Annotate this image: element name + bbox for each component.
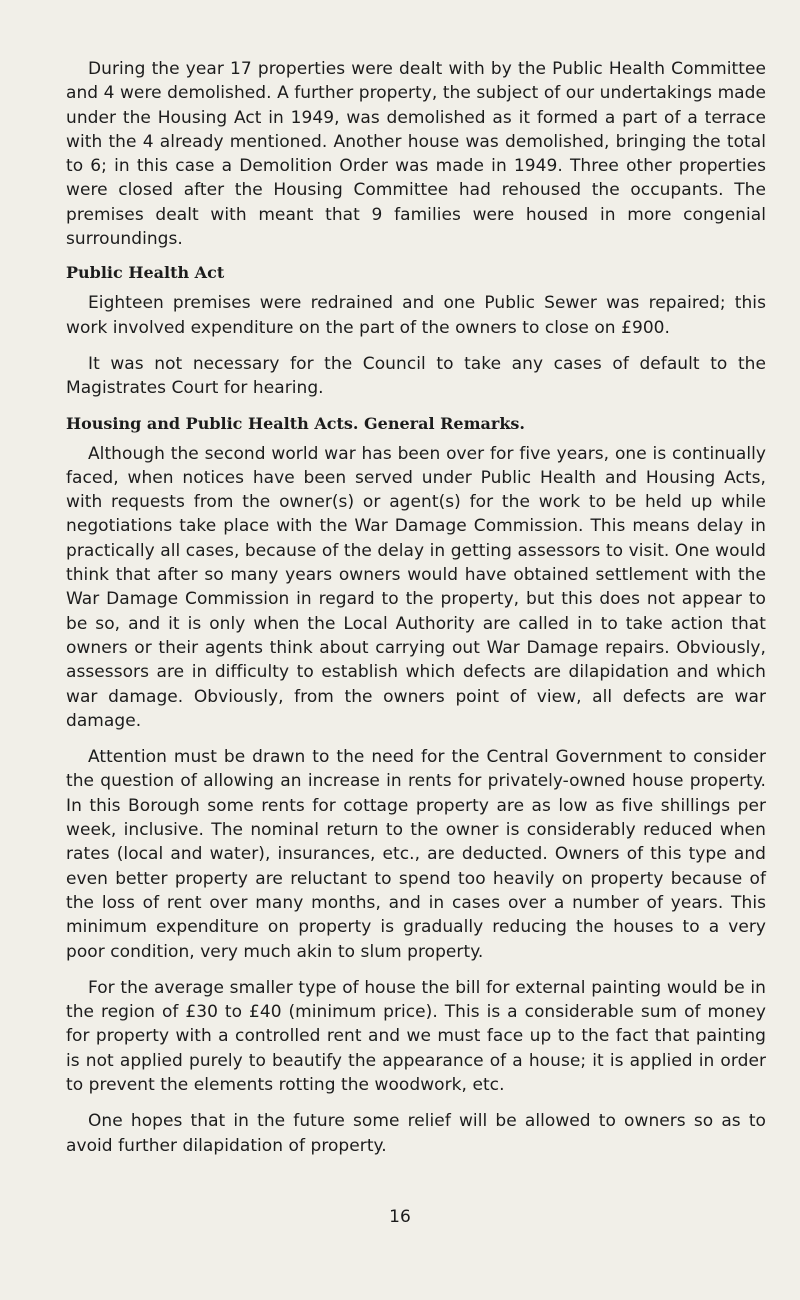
heading-general-remarks: Housing and Public Health Acts. General Remarks. [66, 413, 525, 433]
paragraph-redrained-premises: Eighteen premises were redrained and one Public Sewer was repaired; this work involved expenditure on the part of the owners to close on £900. [66, 293, 766, 338]
paragraph-rents: Attention must be drawn to the need for the Central Government to consider the question of allowing an increase in rents for privately-owned house property. In this Borough some rents for cottage property are as low as five shillings per week, inclusive. The nominal return to the owner is considerably reduced when rates (local and water), insurances, etc., are deducted. Owners of this type and even better property are reluctant to spend too heavily on property because of the loss of rent over many months, and in cases over a number of years. This minimum expenditure on property is gradually reducing the houses to a very poor condition, very much akin to slum property. [66, 747, 766, 962]
document-page [66, 57, 766, 1158]
paragraph-war-damage: Although the second world war has been over for five years, one is continually faced, when notices have been served under Public Health and Housing Acts, with requests from the owner(s) or agent(s) for the work to be held up while negotiations take place with the War Damage Commission. This means delay in practically all cases, because of the delay in getting assessors to visit. One would think that after so many years owners would have obtained settlement with the War Damage Commission in regard to the property, but this does not appear to be so, and it is only when the Local Authority are called in to take action that owners or their agents think about carrying out War Damage repairs. Obviously, assessors are in difficulty to establish which defects are dilapidation and which war damage. Obviously, from the owners point of view, all defects are war damage. [66, 443, 766, 731]
paragraph-demolitions: During the year 17 properties were dealt with by the Public Health Committee and 4 were demolished. A further property, the subject of our undertakings made under the Housing Act in 1949, was demolished as it formed a part of a terrace with the 4 already mentioned. Another house was demolished, bringing the total to 6; in this case a Demolition Order was made in 1949. Three other properties were closed after the Housing Committee had rehoused the occupants. The premises dealt with meant that 9 families were housed in more congenial surroundings. [66, 59, 766, 250]
paragraph-relief-for-owners: One hopes that in the future some relief will be allowed to owners so as to avoid further dilapidation of property. [66, 1111, 766, 1156]
paragraph-painting-costs: For the average smaller type of house the bill for external painting would be in the region of £30 to £40 (minimum price). This is a considerable sum of money for property with a controlled rent and we must face up to the fact that painting is not applied purely to beautify the appearance of a house; it is applied in order to prevent the elements rotting the woodwork, etc. [66, 977, 766, 1095]
page-number: 16 [389, 1207, 411, 1227]
heading-public-health-act: Public Health Act [66, 263, 225, 283]
paragraph-magistrates-court: It was not necessary for the Council to take any cases of default to the Magistrates Court for hearing. [66, 353, 766, 399]
